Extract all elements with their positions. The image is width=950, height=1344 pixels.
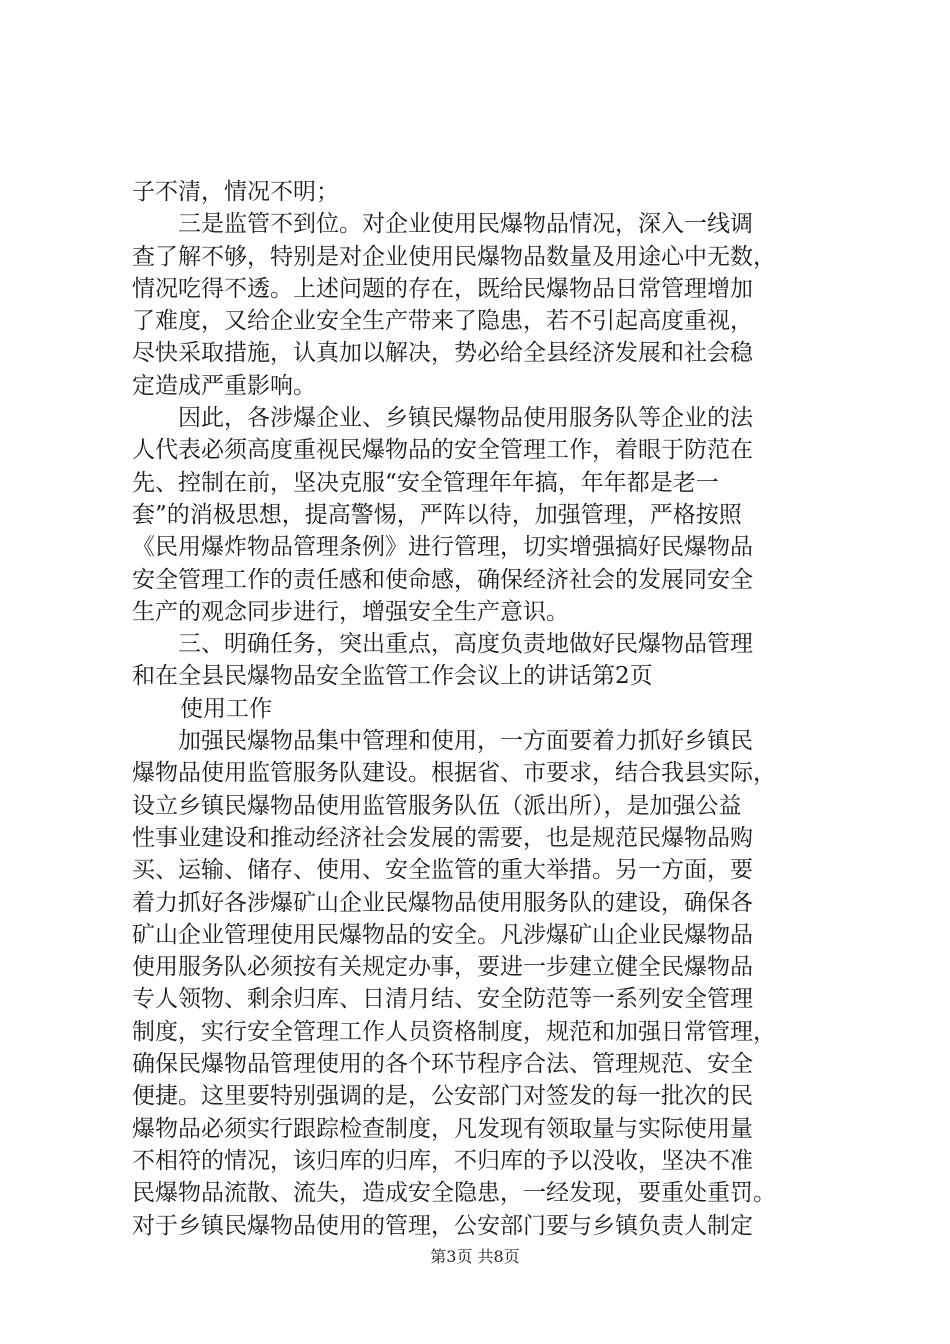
text-line: 确保民爆物品管理使用的各个环节程序合法、管理规范、安全 <box>132 1051 753 1078</box>
text-line: 便捷。这里要特别强调的是，公安部门对签发的每一批次的民 <box>132 1083 753 1110</box>
text-line: 人代表必须高度重视民爆物品的安全管理工作，着眼于防范在 <box>132 437 753 464</box>
text-line: 制度，实行安全管理工作人员资格制度，规范和加强日常管理， <box>132 1018 776 1045</box>
section-heading-line: 使用工作 <box>180 695 272 722</box>
page-number-footer: 第3页 共8页 <box>430 1247 520 1266</box>
text-line: 查了解不够，特别是对企业使用民爆物品数量及用途心中无数， <box>132 243 776 270</box>
text-line: 子不清，情况不明； <box>132 179 339 205</box>
document-body <box>132 176 832 1242</box>
text-line: 使用服务队必须按有关规定办事，要进一步建立健全民爆物品 <box>132 954 753 981</box>
text-line: 设立乡镇民爆物品使用监管服务队伍（派出所），是加强公益 <box>132 792 742 819</box>
text-line: 矿山企业管理使用民爆物品的安全。凡涉爆矿山企业民爆物品 <box>132 921 753 948</box>
section-heading-line: 和在全县民爆物品安全监管工作会议上的讲话第2页 <box>132 663 653 690</box>
text-line: 民爆物品流散、流失，造成安全隐患，一经发现，要重处重罚。 <box>132 1180 776 1207</box>
paragraph-start-line: 加强民爆物品集中管理和使用，一方面要着力抓好乡镇民 <box>178 728 753 755</box>
paragraph-start-line: 三是监管不到位。对企业使用民爆物品情况，深入一线调 <box>178 211 753 238</box>
text-line: 定造成严重影响。 <box>132 372 316 399</box>
text-line: 先、控制在前，坚决克服“安全管理年年搞，年年都是老一 <box>132 469 719 496</box>
text-line: 安全管理工作的责任感和使命感，确保经济社会的发展同安全 <box>132 566 753 593</box>
text-line: 着力抓好各涉爆矿山企业民爆物品使用服务队的建设，确保各 <box>132 889 753 916</box>
text-line: 不相符的情况，该归库的归库，不归库的予以没收，坚决不准 <box>132 1147 753 1174</box>
text-line: 套”的消极思想，提高警惕，严阵以待，加强管理，严格按照 <box>132 501 742 528</box>
paragraph-start-line: 因此，各涉爆企业、乡镇民爆物品使用服务队等企业的法 <box>178 405 753 432</box>
text-line: 了难度，又给企业安全生产带来了隐患，若不引起高度重视， <box>132 308 753 335</box>
text-line: 《民用爆炸物品管理条例》进行管理，切实增强搞好民爆物品 <box>132 534 753 561</box>
section-heading-line: 三、明确任务，突出重点，高度负责地做好民爆物品管理 <box>178 631 753 658</box>
text-line: 买、运输、储存、使用、安全监管的重大举措。另一方面，要 <box>132 857 753 884</box>
text-line: 性事业建设和推动经济社会发展的需要，也是规范民爆物品购 <box>132 824 753 851</box>
text-line: 爆物品使用监管服务队建设。根据省、市要求，结合我县实际， <box>132 760 776 787</box>
text-line: 对于乡镇民爆物品使用的管理，公安部门要与乡镇负责人制定 <box>132 1212 753 1239</box>
text-line: 专人领物、剩余归库、日清月结、安全防范等一系列安全管理 <box>132 986 753 1013</box>
text-line: 情况吃得不透。上述问题的存在，既给民爆物品日常管理增加 <box>132 275 753 302</box>
text-line: 爆物品必须实行跟踪检查制度，凡发现有领取量与实际使用量 <box>132 1115 753 1142</box>
text-line: 尽快采取措施，认真加以解决，势必给全县经济发展和社会稳 <box>132 340 753 367</box>
text-line: 生产的观念同步进行，增强安全生产意识。 <box>132 598 569 625</box>
